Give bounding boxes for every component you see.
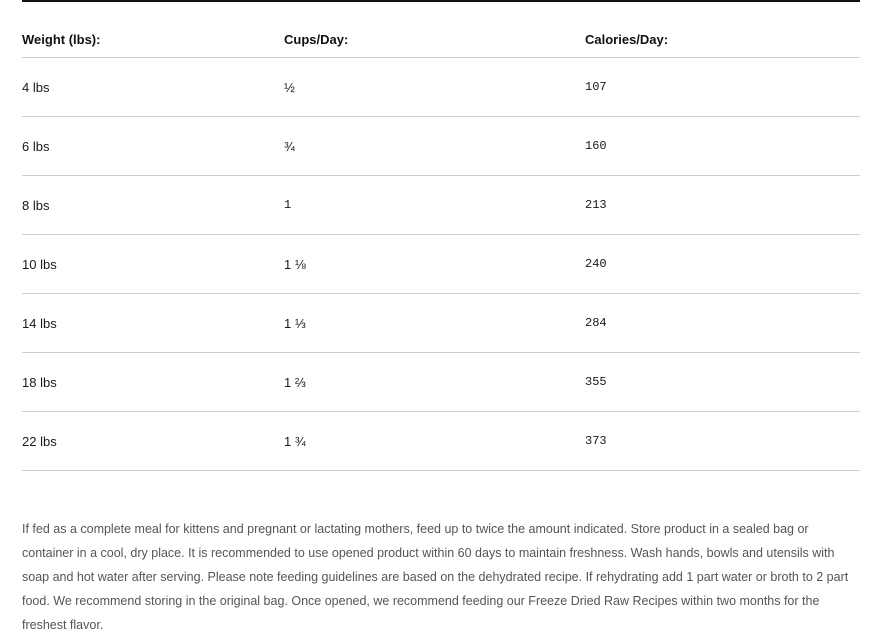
weight-cell: 22 lbs xyxy=(22,433,57,449)
cups-cell: 1 ⅛ xyxy=(284,256,306,272)
calories-cell: 160 xyxy=(585,139,607,153)
header-calories-per-day: Calories/Day: xyxy=(585,31,669,47)
cups-cell: 1 xyxy=(284,198,292,212)
weight-cell: 14 lbs xyxy=(22,315,57,331)
weight-cell: 4 lbs xyxy=(22,79,50,95)
cups-cell: 1 ⅓ xyxy=(284,315,306,331)
weight-cell: 10 lbs xyxy=(22,256,57,272)
calories-cell: 284 xyxy=(585,316,607,330)
table-row xyxy=(22,117,860,176)
calories-cell: 213 xyxy=(585,198,607,212)
cups-cell: ½ xyxy=(284,79,295,95)
header-weight: Weight (lbs): xyxy=(22,31,101,47)
table-row xyxy=(22,294,860,353)
table-row xyxy=(22,58,860,117)
weight-cell: 6 lbs xyxy=(22,138,50,154)
feeding-note: If fed as a complete meal for kittens and pregnant or lactating mothers, feed up to twice the amount indicated. Store product in a sealed bag or container in a cool, dry place. It is recommended to use opened product within 60 days to maintain freshness. Wash hands, bowls and utensils with soap and hot water after serving. Please note feeding guidelines are based on the dehydrated recipe. If rehydrating add 1 part water or broth to 2 part food. We recommend storing in the original bag. Once opened, we recommend feeding our Freeze Dried Raw Recipes within two months for the freshest flavor. xyxy=(22,521,849,632)
table-row xyxy=(22,412,860,471)
table-header-row xyxy=(22,2,860,58)
calories-cell: 373 xyxy=(585,434,607,448)
header-cups-per-day: Cups/Day: xyxy=(284,31,349,47)
calories-cell: 240 xyxy=(585,257,607,271)
calories-cell: 107 xyxy=(585,80,607,94)
calories-cell: 355 xyxy=(585,375,607,389)
cups-cell: ¾ xyxy=(284,138,295,154)
table-row xyxy=(22,235,860,294)
feeding-guide-table xyxy=(22,2,860,471)
table-row xyxy=(22,176,860,235)
weight-cell: 8 lbs xyxy=(22,197,50,213)
cups-cell: 1 ⅔ xyxy=(284,374,306,390)
table-row xyxy=(22,353,860,412)
weight-cell: 18 lbs xyxy=(22,374,57,390)
cups-cell: 1 ¾ xyxy=(284,433,306,449)
